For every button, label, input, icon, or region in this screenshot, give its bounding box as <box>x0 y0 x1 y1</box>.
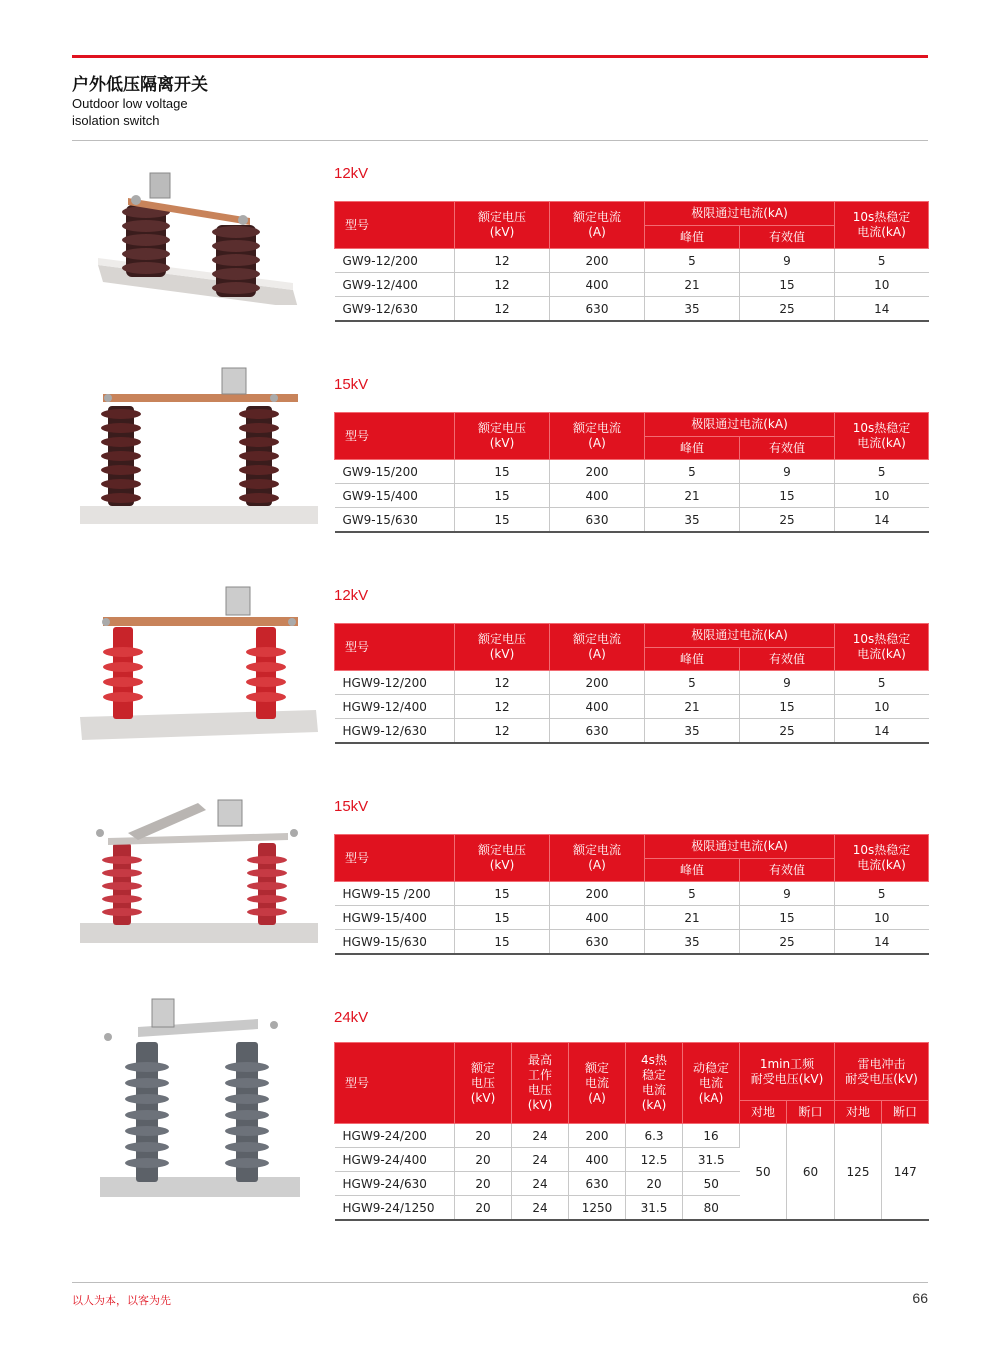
col-rms: 有效值 <box>740 437 835 460</box>
col-peak: 峰值 <box>645 859 740 882</box>
merged-value: 125 <box>835 1124 882 1221</box>
col-rated-current: 额定电流 (A) <box>550 413 645 460</box>
col-limit-current: 极限通过电流(kA) <box>645 413 835 437</box>
table-row: GW9-12/630 12 630 35 25 14 <box>335 297 929 322</box>
section-title: 12kV <box>334 587 369 604</box>
page-title: 户外低压隔离开关 <box>72 75 208 95</box>
col-thermal: 10s热稳定 电流(kA) <box>835 413 929 460</box>
footer-divider <box>72 1282 928 1283</box>
product-photo-gw9-15 <box>78 366 322 531</box>
table-row: HGW9-24/200 20 24 200 6.3 16 50 60 125 147 <box>335 1124 929 1148</box>
table-row: GW9-15/200 15 200 5 9 5 <box>335 460 929 484</box>
header-divider <box>72 140 928 141</box>
table-row: HGW9-24/400 20 24 400 12.5 31.5 <box>335 1148 929 1172</box>
section-title: 24kV <box>334 1009 369 1026</box>
col-withstand-1min: 1min工频 耐受电压(kV) <box>740 1043 835 1101</box>
col-rated-voltage: 额定电压 (kV) <box>455 835 550 882</box>
table-row: HGW9-15 /200 15 200 5 9 5 <box>335 882 929 906</box>
col-to-ground: 对地 <box>835 1101 882 1124</box>
product-photo-hgw9-12 <box>78 582 322 742</box>
col-limit-current: 极限通过电流(kA) <box>645 624 835 648</box>
table-row: GW9-15/400 15 400 21 15 10 <box>335 484 929 508</box>
col-thermal-4s: 4s热 稳定 电流 (kA) <box>626 1043 683 1124</box>
col-rated-voltage: 额定 电压 (kV) <box>455 1043 512 1124</box>
product-photo-gw9-12 <box>78 170 322 305</box>
col-limit-current: 极限通过电流(kA) <box>645 835 835 859</box>
col-to-ground: 对地 <box>740 1101 787 1124</box>
spec-table <box>334 201 929 322</box>
table-row: HGW9-12/630 12 630 35 25 14 <box>335 719 929 744</box>
col-rated-current: 额定电流 (A) <box>550 835 645 882</box>
merged-value: 60 <box>787 1124 835 1221</box>
col-model: 型号 <box>335 202 455 249</box>
table-row: GW9-12/200 12 200 5 9 5 <box>335 249 929 273</box>
table-row: HGW9-15/400 15 400 21 15 10 <box>335 906 929 930</box>
product-photo-hgw9-15 <box>78 798 322 948</box>
table-row: HGW9-24/630 20 24 630 20 50 <box>335 1172 929 1196</box>
page-subtitle: Outdoor low voltage isolation switch <box>72 96 188 128</box>
section-title: 15kV <box>334 376 369 393</box>
product-photo-hgw9-24 <box>78 997 322 1209</box>
table-row: HGW9-12/400 12 400 21 15 10 <box>335 695 929 719</box>
table-row: HGW9-15/630 15 630 35 25 14 <box>335 930 929 955</box>
col-rated-voltage: 额定电压 (kV) <box>455 202 550 249</box>
col-limit-current: 极限通过电流(kA) <box>645 202 835 226</box>
footer-slogan: 以人为本，以客为先 <box>72 1294 171 1307</box>
col-rms: 有效值 <box>740 648 835 671</box>
col-rated-voltage: 额定电压 (kV) <box>455 624 550 671</box>
merged-value: 50 <box>740 1124 787 1221</box>
spec-table <box>334 623 929 744</box>
col-rated-current: 额定 电流 (A) <box>569 1043 626 1124</box>
col-model: 型号 <box>335 1043 455 1124</box>
col-rated-current: 额定电流 (A) <box>550 624 645 671</box>
col-rated-voltage: 额定电压 (kV) <box>455 413 550 460</box>
col-rms: 有效值 <box>740 859 835 882</box>
top-accent-rule <box>72 55 928 58</box>
col-peak: 峰值 <box>645 226 740 249</box>
col-lightning: 雷电冲击 耐受电压(kV) <box>835 1043 929 1101</box>
col-model: 型号 <box>335 835 455 882</box>
table-row: GW9-12/400 12 400 21 15 10 <box>335 273 929 297</box>
table-row: HGW9-12/200 12 200 5 9 5 <box>335 671 929 695</box>
col-break: 断口 <box>787 1101 835 1124</box>
spec-table-24kv <box>334 1042 929 1221</box>
col-rated-current: 额定电流 (A) <box>550 202 645 249</box>
col-peak: 峰值 <box>645 437 740 460</box>
col-thermal: 10s热稳定 电流(kA) <box>835 835 929 882</box>
merged-value: 147 <box>882 1124 929 1221</box>
col-model: 型号 <box>335 624 455 671</box>
col-thermal: 10s热稳定 电流(kA) <box>835 202 929 249</box>
spec-table <box>334 412 929 533</box>
table-row: HGW9-24/1250 20 24 1250 31.5 80 <box>335 1196 929 1221</box>
col-break: 断口 <box>882 1101 929 1124</box>
section-title: 12kV <box>334 165 369 182</box>
section-title: 15kV <box>334 798 369 815</box>
col-max-voltage: 最高 工作 电压 (kV) <box>512 1043 569 1124</box>
spec-table <box>334 834 929 955</box>
col-dynamic: 动稳定 电流 (kA) <box>683 1043 740 1124</box>
col-peak: 峰值 <box>645 648 740 671</box>
table-row: GW9-15/630 15 630 35 25 14 <box>335 508 929 533</box>
col-rms: 有效值 <box>740 226 835 249</box>
col-model: 型号 <box>335 413 455 460</box>
page-number: 66 <box>912 1290 928 1306</box>
col-thermal: 10s热稳定 电流(kA) <box>835 624 929 671</box>
